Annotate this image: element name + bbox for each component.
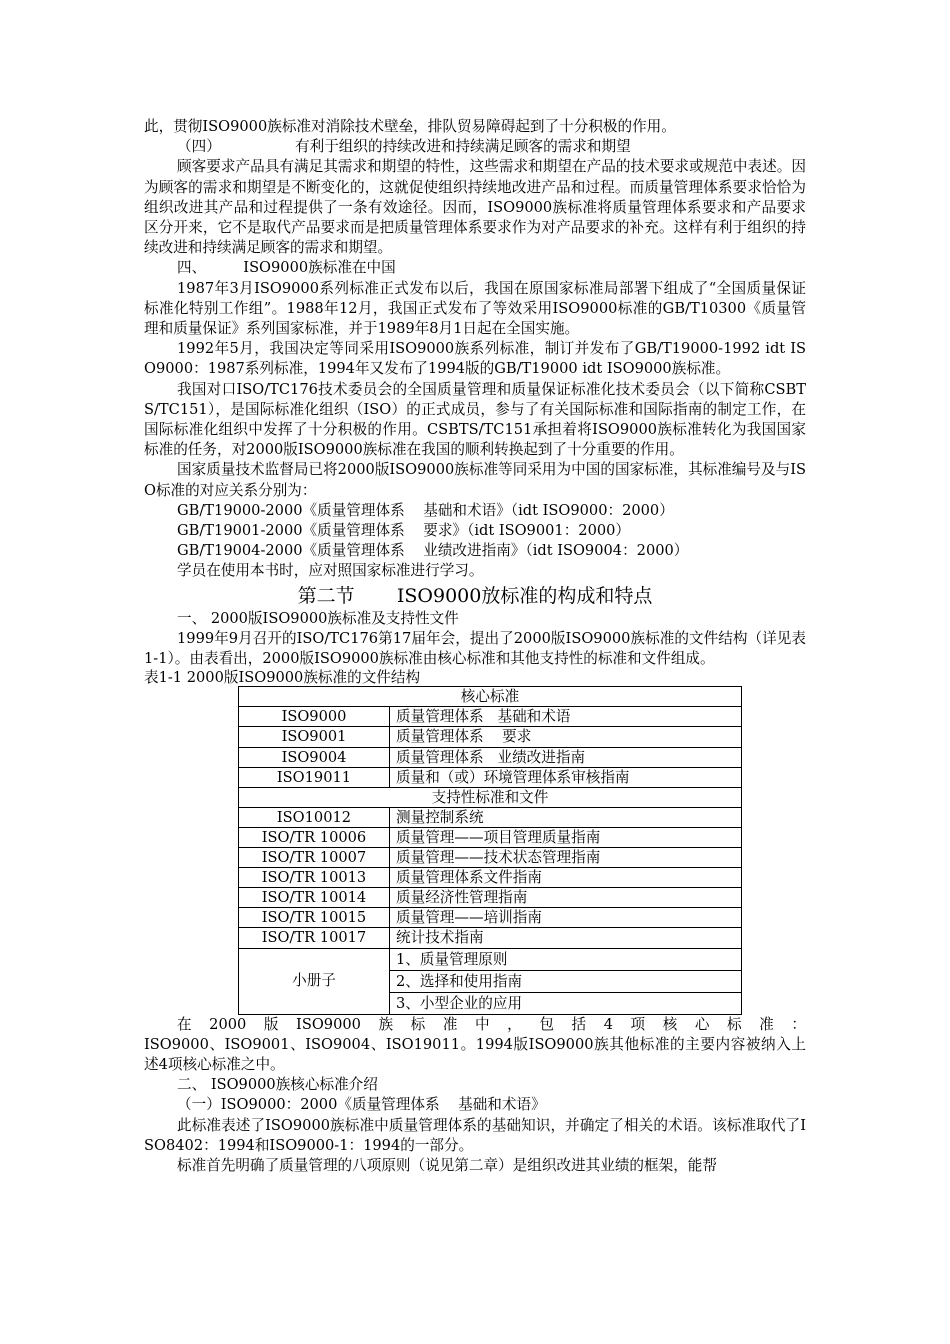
document-page xyxy=(144,117,806,1176)
standard-title: 质量管理——技术状态管理指南 xyxy=(390,848,742,868)
table-row xyxy=(239,948,742,970)
paragraph: 标准首先明确了质量管理的八项原则（说见第二章）是组织改进其业绩的框架，能帮 xyxy=(177,1156,717,1174)
standard-code: ISO/TR 10017 xyxy=(239,928,390,948)
standard-code: ISO/TR 10014 xyxy=(239,888,390,908)
booklet-item: 2、选择和使用指南 xyxy=(390,970,742,992)
standard-title: 质量和（或）环境管理体系审核指南 xyxy=(390,767,742,787)
standard-mapping-line: GB/T19001-2000《质量管理体系 要求》（idt ISO9001：2000） xyxy=(177,522,631,540)
standard-code: ISO19011 xyxy=(239,767,390,787)
standard-title: 质量管理体系 要求 xyxy=(390,727,742,747)
standard-title: 质量管理体系 业绩改进指南 xyxy=(390,747,742,767)
support-standards-header: 支持性标准和文件 xyxy=(239,787,742,807)
table-row xyxy=(239,888,742,908)
table-row xyxy=(239,767,742,787)
standard-code: ISO10012 xyxy=(239,807,390,827)
table-row xyxy=(239,848,742,868)
subheading: 二、 ISO9000族核心标准介绍 xyxy=(177,1076,378,1094)
paragraph: 我国对口ISO/TC176技术委员会的全国质量管理和质量保证标准化技术委员会（以下简称CSBTS/TC151），是国际标准化组织（ISO）的正式成员，参与了有关国际标准和国际指南的制定工作，在国际标准化组织中发挥了十分积极的作用。CSBTS/TC151承担着将ISO9000族标准转化为我国国家标准的任务，对2000版ISO9000族标准在我国的顺利转换起到了十分重要的作用。 xyxy=(144,380,806,459)
standard-title: 统计技术指南 xyxy=(390,928,742,948)
subheading: 四、 ISO9000族标准在中国 xyxy=(177,259,396,277)
paragraph: 1992年5月，我国决定等同采用ISO9000族系列标准，制订并发布了GB/T19000-1992 idt ISO9000：1987系列标准，1994年又发布了1994版的GB/T19000 idt ISO9000族标准。 xyxy=(144,340,806,378)
paragraph: 此标准表述了ISO9000族标准中质量管理体系的基础知识，并确定了相关的术语。该标准取代了ISO8402：1994和ISO9000-1：1994的一部分。 xyxy=(144,1116,806,1154)
booklet-item: 1、质量管理原则 xyxy=(390,948,742,970)
table-row xyxy=(239,707,742,727)
table-row xyxy=(239,787,742,807)
subheading: 一、 2000版ISO9000族标准及支持性文件 xyxy=(177,609,459,627)
paragraph: 学员在使用本书时，应对照国家标准进行学习。 xyxy=(177,562,484,580)
booklet-label: 小册子 xyxy=(239,948,390,1014)
standard-title: 质量经济性管理指南 xyxy=(390,888,742,908)
section-title: 第二节 ISO9000放标准的构成和特点 xyxy=(297,584,653,607)
paragraph: 国家质量技术监督局已将2000版ISO9000族标准等同采用为中国的国家标准，其标准编号及与ISO标准的对应关系分别为： xyxy=(144,461,806,499)
paragraph: 此，贯彻ISO9000族标准对消除技术壁垒，排队贸易障碍起到了十分积极的作用。 xyxy=(144,118,676,135)
standard-mapping-line: GB/T19000-2000《质量管理体系 基础和术语》（idt ISO9000：2000） xyxy=(177,501,674,519)
table-row xyxy=(239,928,742,948)
table-row xyxy=(239,908,742,928)
table-row xyxy=(239,827,742,847)
table-caption: 表1-1 2000版ISO9000族标准的文件结构 xyxy=(144,669,421,687)
standard-code: ISO/TR 10013 xyxy=(239,868,390,888)
standard-title: 质量管理体系文件指南 xyxy=(390,868,742,888)
standard-code: ISO9004 xyxy=(239,747,390,767)
standard-code: ISO/TR 10006 xyxy=(239,827,390,847)
standard-mapping-line: GB/T19004-2000《质量管理体系 业绩改进指南》（idt ISO9004：2000） xyxy=(177,542,689,560)
standard-code: ISO9000 xyxy=(239,707,390,727)
paragraph: ISO9000、ISO9001、ISO9004、ISO19011。1994版ISO9000族其他标准的主要内容被纳入上述4项核心标准之中。 xyxy=(144,1035,806,1073)
standard-title: 质量管理体系 基础和术语 xyxy=(390,707,742,727)
paragraph: 1999年9月召开的ISO/TC176第17届年会，提出了2000版ISO9000族标准的文件结构（详见表1-1）。由表看出，2000版ISO9000族标准由核心标准和其他支持性的标准和文件组成。 xyxy=(144,629,806,668)
paragraph: 顾客要求产品具有满足其需求和期望的特性，这些需求和期望在产品的技术要求或规范中表述。因为顾客的需求和期望是不断变化的，这就促使组织持续地改进产品和过程。而质量管理体系要求恰恰为组织改进其产品和过程提供了一条有效途径。因而，ISO9000族标准将质量管理体系要求和产品要求区分开来，它不是取代产品要求而是把质量管理体系要求作为对产品要求的补充。这样有利于组织的持续改进和持续满足顾客的需求和期望。 xyxy=(144,158,806,257)
standards-table xyxy=(238,686,742,1014)
paragraph: 1987年3月ISO9000系列标准正式发布以后，我国在原国家标准局部署下组成了“全国质量保证标准化特别工作组”。1988年12月，我国正式发布了等效采用ISO9000标准的GB/T10300《质量管理和质量保证》系列国家标准，并于1989年8月1日起在全国实施。 xyxy=(144,279,806,338)
booklet-item: 3、小型企业的应用 xyxy=(390,992,742,1014)
standard-title: 测量控制系统 xyxy=(390,807,742,827)
subheading: （四） 有利于组织的持续改进和持续满足顾客的需求和期望 xyxy=(177,138,631,156)
subheading: （一）ISO9000：2000《质量管理体系 基础和术语》 xyxy=(177,1096,546,1114)
table-row xyxy=(239,727,742,747)
table-row xyxy=(239,687,742,707)
table-row xyxy=(239,807,742,827)
standard-title: 质量管理——培训指南 xyxy=(390,908,742,928)
standard-title: 质量管理——项目管理质量指南 xyxy=(390,827,742,847)
core-standards-header: 核心标准 xyxy=(239,687,742,707)
standard-code: ISO/TR 10007 xyxy=(239,848,390,868)
table-row xyxy=(239,747,742,767)
standard-code: ISO9001 xyxy=(239,727,390,747)
paragraph: 在2000版ISO9000族标准中，包括4项核心标准： xyxy=(177,1015,806,1033)
table-row xyxy=(239,868,742,888)
standard-code: ISO/TR 10015 xyxy=(239,908,390,928)
